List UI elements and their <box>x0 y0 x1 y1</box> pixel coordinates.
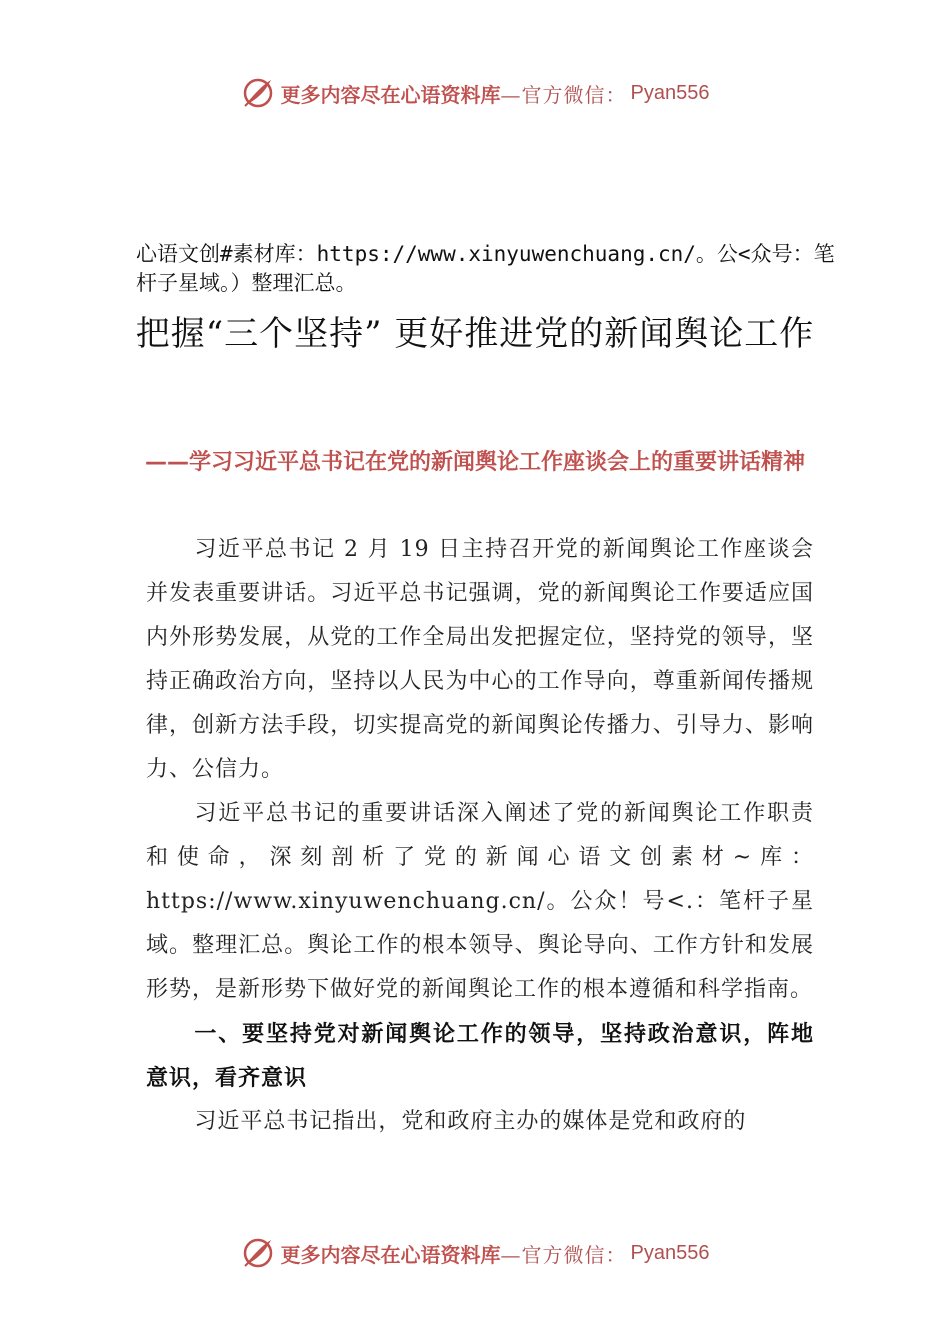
footer-banner <box>0 1231 950 1275</box>
source-note: 心语文创#素材库：https://www.xinyuwenchuang.cn/。公<众号：笔杆子星域。）整理汇总。 <box>136 242 835 295</box>
body-paragraph: 习近平总书记指出，党和政府主办的媒体是党和政府的 <box>194 1109 747 1134</box>
quill-logo-icon <box>241 76 275 110</box>
banner-wechat-id: Pyan556 <box>630 81 710 104</box>
document-title: 把握“三个坚持” 更好推进党的新闻舆论工作 <box>135 314 815 354</box>
banner-wechat-id: Pyan556 <box>630 1241 710 1264</box>
body-paragraph: 习近平总书记 2 月 19 日主持召开党的新闻舆论工作座谈会并发表重要讲话。习近平总书记强调，党的新闻舆论工作要适应国内外形势发展，从党的工作全局出发把握定位，坚持党的领导，坚持正确政治方向，坚持以人民为中心的工作导向，尊重新闻传播规律，创新方法手段，切实提高党的新闻舆论传播力、引导力、影响力、公信力。 <box>146 537 814 782</box>
banner-main-text: 更多内容尽在心语资料库 <box>280 82 501 107</box>
header-banner <box>0 71 950 115</box>
quill-logo-icon <box>241 1236 275 1270</box>
banner-wechat-label: —官方微信： <box>500 82 627 107</box>
section-heading: 一、要坚持党对新闻舆论工作的领导，坚持政治意识，阵地意识，看齐意识 <box>146 1021 814 1091</box>
document-body <box>146 528 814 1144</box>
banner-main-text: 更多内容尽在心语资料库 <box>280 1242 501 1267</box>
document-subtitle: ——学习习近平总书记在党的新闻舆论工作座谈会上的重要讲话精神 <box>144 450 805 475</box>
banner-wechat-label: —官方微信： <box>500 1242 627 1267</box>
body-paragraph: 习近平总书记的重要讲话深入阐述了党的新闻舆论工作职责和使命，深刻剖析了党的新闻心语文创素材~库：https://www.xinyuwenchuang.cn/。公众！号<.：笔杆子星域。整理汇总。舆论工作的根本领导、舆论导向、工作方针和发展形势，是新形势下做好党的新闻舆论工作的根本遵循和科学指南。 <box>146 801 814 1002</box>
